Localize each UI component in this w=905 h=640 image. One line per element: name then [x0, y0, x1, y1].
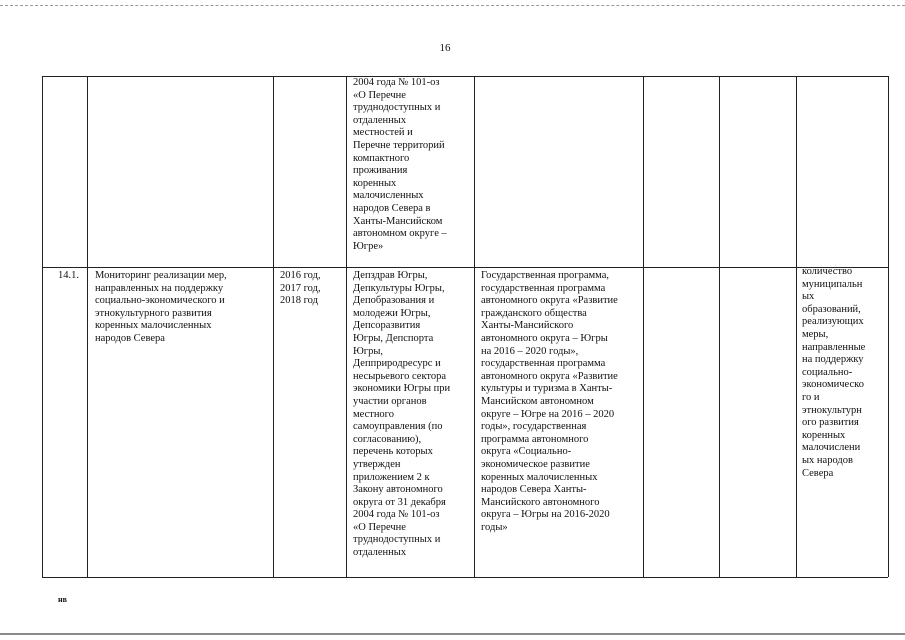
- table-divider: [719, 76, 720, 577]
- table-border-right: [888, 76, 889, 577]
- table-divider: [796, 76, 797, 577]
- scan-top-edge: [0, 5, 905, 6]
- scan-bottom-edge: [0, 633, 905, 635]
- table-divider: [474, 76, 475, 577]
- table-divider: [346, 76, 347, 577]
- continued-executors-cell: 2004 года № 101-оз «О Перечне труднодоступных и отдаленных местностей и Перечне территорий компактного проживания коренных малочисленных народов Севера в Ханты-Мансийском автономном округе – Югре»: [353, 77, 447, 252]
- row-indicator: количество муниципальн ых образований, реализующих меры, направленные на поддержку социально- экономическо го и этнокультурн ого развития коренных малочислени ых народов Севера: [802, 266, 866, 479]
- table-divider: [273, 76, 274, 577]
- table-divider: [87, 76, 88, 577]
- row-years: 2016 год, 2017 год, 2018 год: [280, 270, 321, 307]
- row-executors: Депздрав Югры, Депкультуры Югры, Депобразования и молодежи Югры, Депсоразвития Югры, Депспорта Югры, Депприродресурс и несырьевого сектора экономики Югры при участии органов местного самоуправления (по согласованию), перечень которых утвержден приложением 2 к Закону автономного округа от 31 декабря 2004 года № 101-оз «О Перечне труднодоступных и отдаленных: [353, 270, 451, 559]
- row-divider: [42, 267, 888, 268]
- table-divider: [643, 76, 644, 577]
- footer-mark: нв: [58, 595, 67, 604]
- row-program: Государственная программа, государственная программа автономного округа «Развитие гражданского общества Ханты-Мансийского автономного округа – Югры на 2016 – 2020 годы», государственная программа автономного округа «Развитие культуры и туризма в Ханты- Мансийском автономном округе – Югре на 2016 – 2020 годы», государственная программа автономного округа «Социально- экономическое развитие коренных малочисленных народов Севера Ханты- Мансийского автономного округа – Югры на 2016-2020 годы»: [481, 270, 618, 533]
- row-measure-name: Мониторинг реализации мер, направленных на поддержку социально-экономического и этнокультурного развития коренных малочисленных народов Севера: [95, 270, 227, 344]
- page-number: 16: [439, 42, 451, 54]
- table-border-bottom: [42, 577, 888, 578]
- row-number: 14.1.: [58, 270, 79, 281]
- table-border-left: [42, 76, 43, 577]
